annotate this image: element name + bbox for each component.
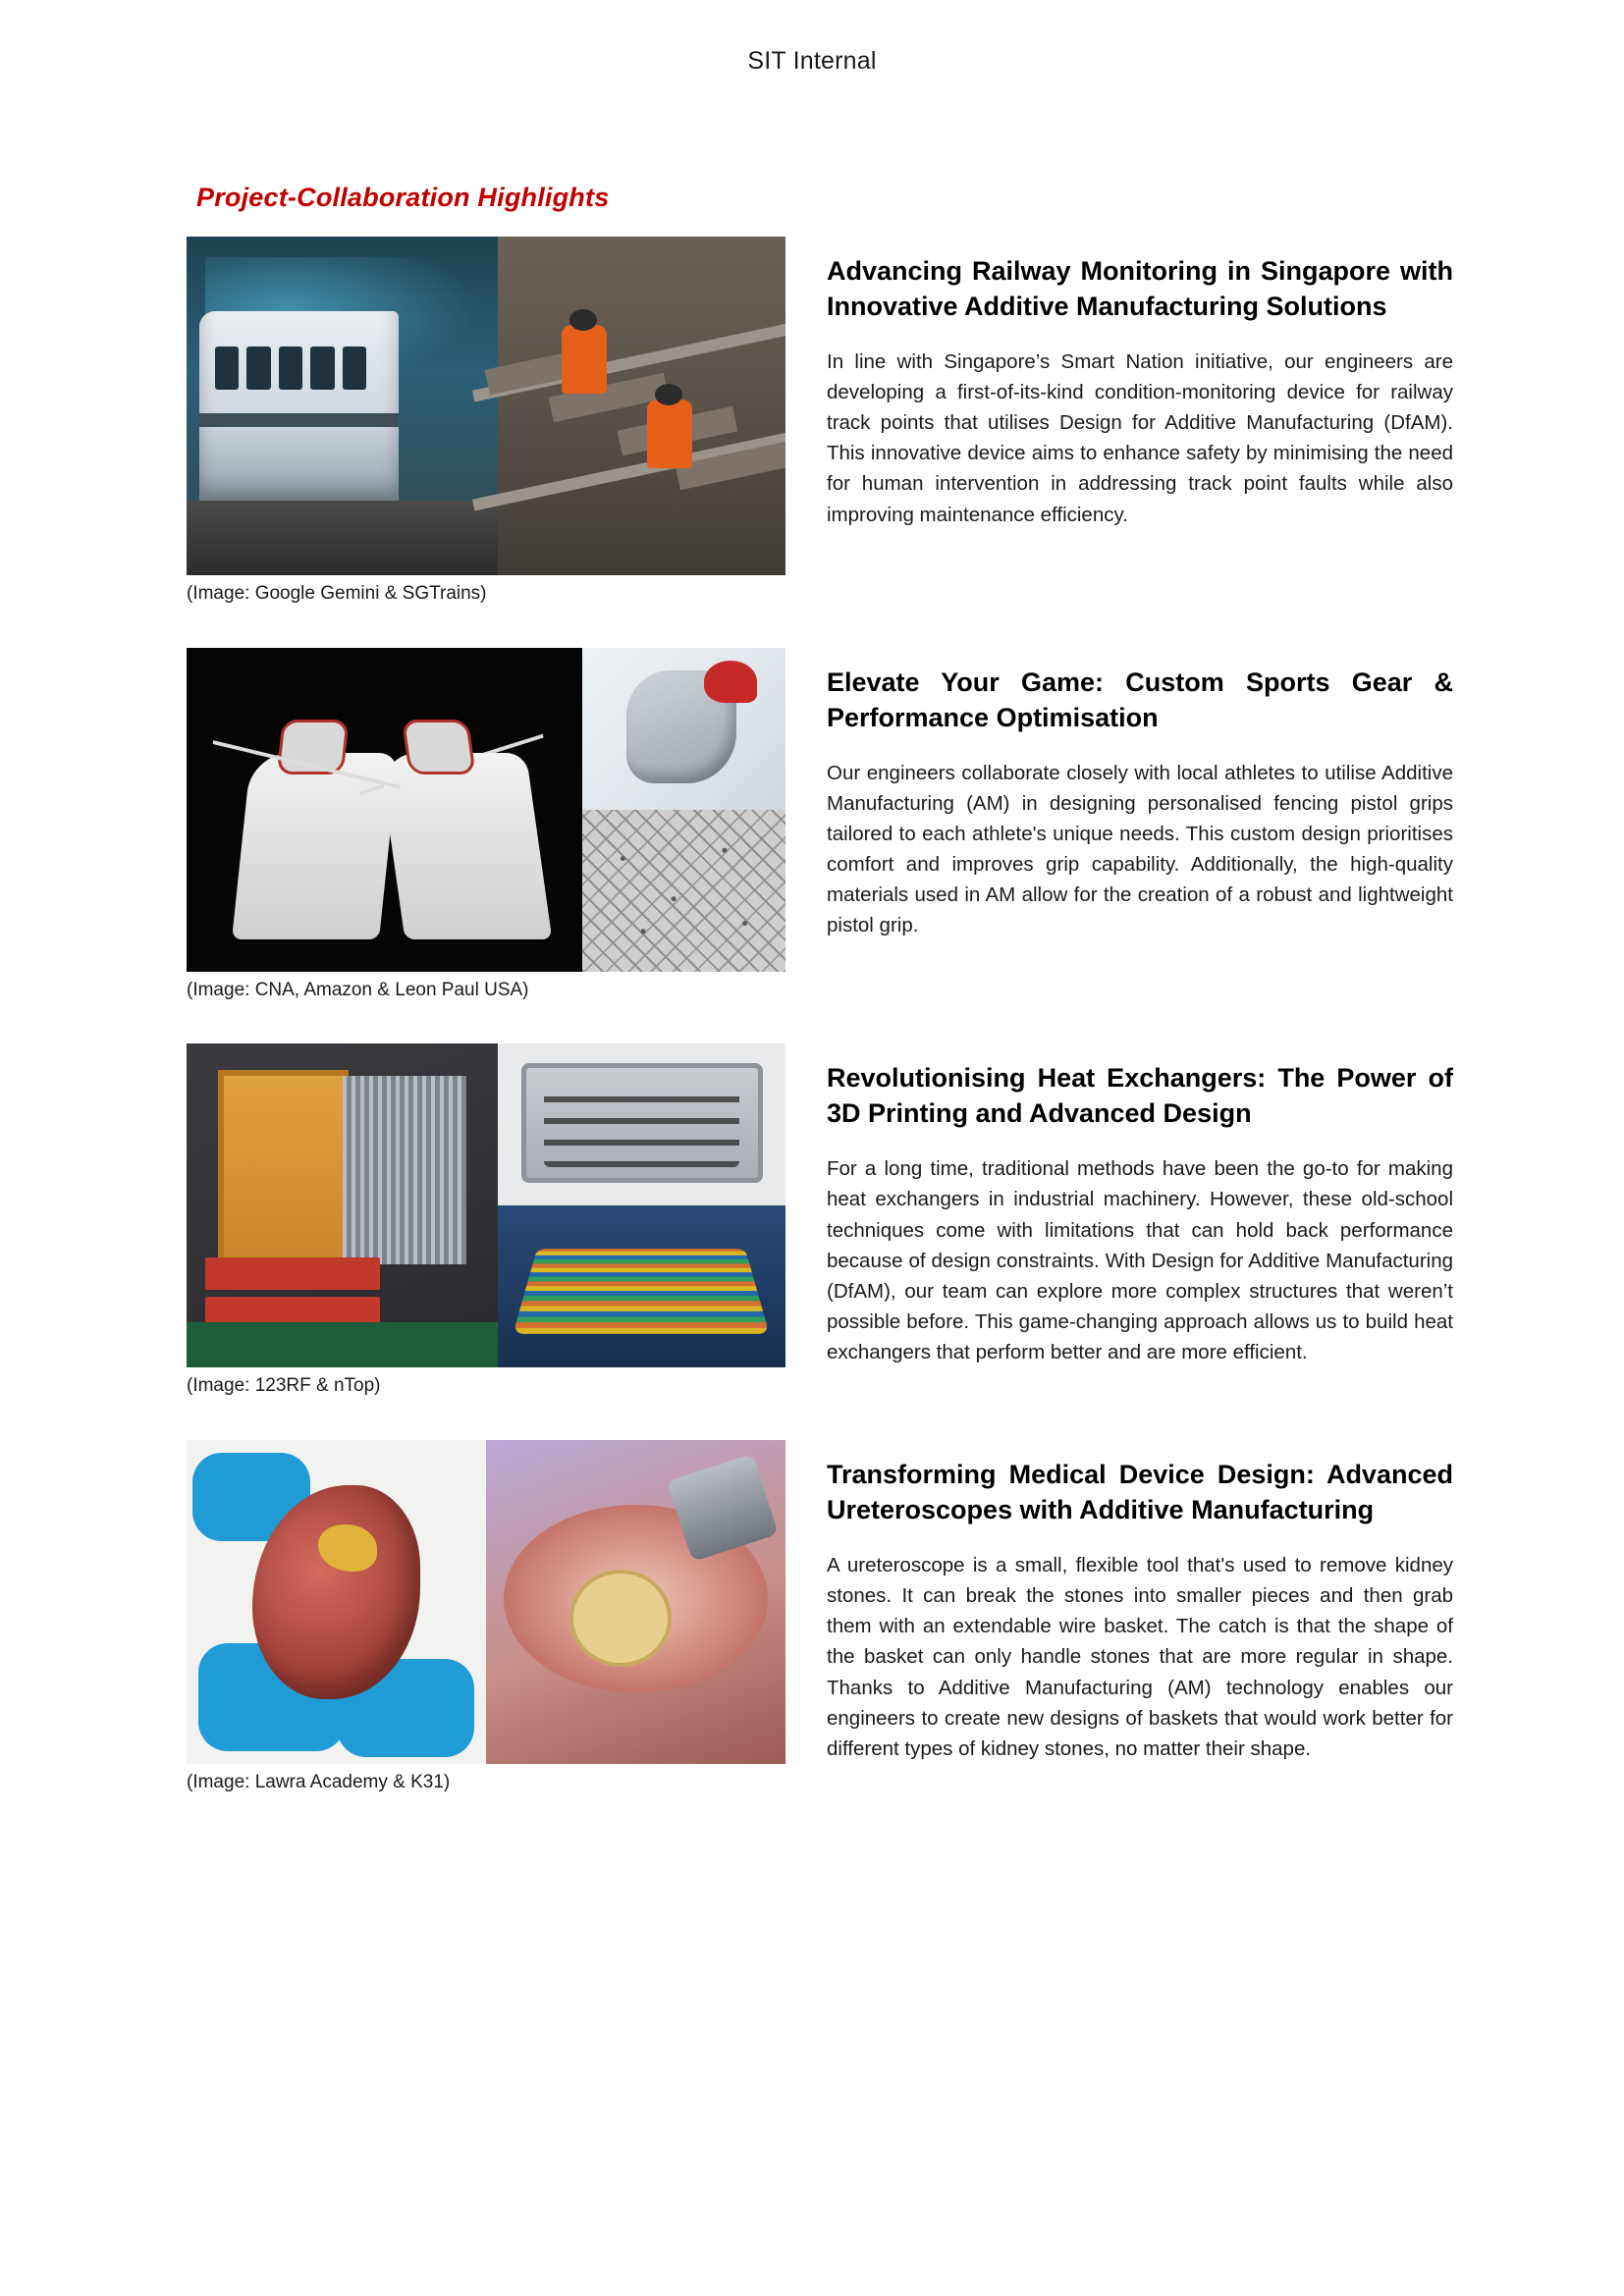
medical-image [187,1440,785,1764]
highlight-entry-sports-gear [187,648,1453,1003]
figure-railway [187,237,785,607]
entry-title: Transforming Medical Device Design: Advanced Ureteroscopes with Additive Manufacturing [827,1460,1453,1524]
figure-caption: (Image: 123RF & nTop) [187,1375,381,1397]
highlight-entry-medical-device [187,1440,1453,1795]
train-station-illustration [187,237,498,575]
printed-heat-exchanger-render [498,1043,785,1205]
text-column [785,1043,1453,1367]
document-content [187,183,1453,1837]
railway-image [187,237,785,575]
text-column [785,1440,1453,1764]
figure-column [187,1440,785,1795]
track-worksite-illustration [498,237,785,575]
figure-fencing [187,648,785,1003]
train-shape [199,311,399,507]
figure-caption: (Image: Lawra Academy & K31) [187,1772,451,1793]
entry-body: Our engineers collaborate closely with local athletes to utilise Additive Manufacturing (AM) in designing personalised fencing pistol grips tailored to each athlete's unique needs. This custom design prioritises comfort and improves grip capability. Additionally, the high-quality materials used in AM allow for the creation of a robust and lightweight pistol grip. [827,761,1453,937]
fencers-illustration [187,648,582,972]
fencing-image [187,648,785,972]
kidney-model-illustration [187,1440,486,1764]
figure-column [187,1043,785,1399]
figure-column [187,237,785,607]
figure-column [187,648,785,1003]
figure-heat-exchanger [187,1043,785,1399]
lattice-structure-render [582,810,785,972]
figure-ureteroscope [187,1440,785,1795]
pistol-grip-render [582,648,785,810]
entry-title: Revolutionising Heat Exchangers: The Power of 3D Printing and Advanced Design [827,1063,1453,1129]
highlight-entry-railway [187,237,1453,607]
text-column [785,237,1453,530]
text-column [785,648,1453,941]
entry-title: Advancing Railway Monitoring in Singapore with Innovative Additive Manufacturing Solutions [827,256,1453,321]
entry-body: In line with Singapore’s Smart Nation initiative, our engineers are developing a first-of-its-kind condition-monitoring device for railway track points that utilises Design for Additive Manufacturing (DfAM). This innovative device aims to enhance safety by minimising the need for human intervention in addressing track point faults while also improving maintenance efficiency. [827,349,1453,526]
entry-title: Elevate Your Game: Custom Sports Gear & Performance Optimisation [827,667,1453,732]
ureteroscope-illustration [486,1440,785,1764]
figure-caption: (Image: CNA, Amazon & Leon Paul USA) [187,979,529,1000]
entry-body: For a long time, traditional methods have been the go-to for making heat exchangers in industrial machinery. However, these old-school techniques come with limitations that can hold back performance because of design constraints. With Design for Additive Manufacturing (DfAM), our team can explore more complex structures that weren’t possible before. This game-changing approach allows us to build heat exchangers that perform better and are more efficient. [827,1157,1453,1364]
highlight-entry-heat-exchangers [187,1043,1453,1399]
heat-exchanger-image [187,1043,785,1367]
cpu-cooler-illustration [187,1043,498,1367]
figure-caption: (Image: Google Gemini & SGTrains) [187,583,487,604]
section-title: Project-Collaboration Highlights [196,183,610,212]
page-header: SIT Internal [747,47,877,75]
cfd-simulation-render [498,1205,785,1367]
hx-panels [498,1043,785,1367]
grip-panels [582,648,785,972]
entry-body: A ureteroscope is a small, flexible tool that's used to remove kidney stones. It can break the stones into smaller pieces and then grab them with an extendable wire basket. The catch is that the shape of the basket can only handle stones that are more regular in shape. Thanks to Additive Manufacturing (AM) technology enables our engineers to create new designs of baskets that would work better for different types of kidney stones, no matter their shape. [827,1553,1453,1760]
